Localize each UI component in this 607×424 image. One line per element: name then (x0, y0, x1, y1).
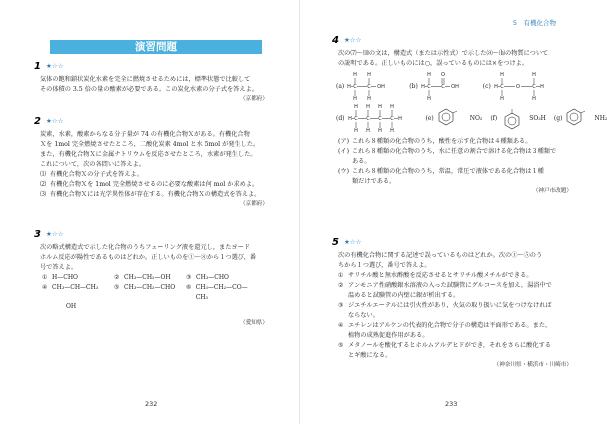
difficulty-stars: ★☆☆ (344, 238, 362, 246)
svg-text:H: H (531, 72, 536, 78)
option-2: ② CH₃—CH₂—OH (114, 274, 171, 281)
structure-b: (b) H O H C C OH H (409, 71, 475, 101)
structure-a: (a) H H H C C OH H H (336, 71, 401, 101)
svg-text:H: H (531, 96, 536, 102)
difficulty-stars: ★☆☆ (46, 117, 64, 125)
svg-text:C: C (500, 84, 504, 90)
structure-d: (d) H H H H H C C C C H H H H H (336, 103, 418, 133)
svg-text:O: O (515, 84, 520, 90)
svg-text:C: C (427, 84, 431, 90)
svg-text:H: H (367, 72, 372, 78)
choice: ① サリチル酸と無水酢酸を反応させるとサリチル酸メチルができる。 (338, 272, 533, 279)
question-number: 5 (332, 236, 339, 248)
sub-question: ⑵ 有機化合物Ｘを 1mol 完全燃焼させるのに必要な酸素は何 mol か求めよ。 (40, 181, 259, 188)
question-text: の説明である。正しいものには○，誤っているものには×をつけよ。 (338, 60, 529, 67)
svg-text:H: H (389, 104, 394, 110)
svg-text:C: C (353, 116, 358, 122)
question-2 (34, 115, 268, 209)
svg-text:H: H (365, 104, 370, 110)
question-number: 1 (34, 60, 41, 72)
svg-text:H: H (353, 104, 358, 110)
question-number: 3 (34, 228, 41, 240)
svg-text:C: C (377, 116, 382, 122)
structure-e: (e) NO₂ (426, 103, 483, 133)
difficulty-stars: ★☆☆ (46, 230, 64, 238)
statement: (ウ) これら８種類の化合物のうち，常温，常圧で液体である化合物は１種 (338, 168, 544, 175)
choice: 温めると試験管の内壁に銀が析出する。 (348, 292, 460, 299)
question-number: 2 (34, 115, 41, 127)
question-text: 号で答えよ。 (40, 264, 78, 271)
choice: ⑤ メタノールを酸化するとホルムアルデヒドができ，それをさらに酸化する (338, 342, 551, 349)
statement: 類だけである。 (352, 178, 396, 185)
source-label: （神奈川県・横浜市・川崎市） (493, 362, 572, 368)
svg-text:H: H (347, 116, 352, 122)
option-1: ① H—CHO (42, 274, 78, 281)
svg-text:H: H (426, 96, 431, 102)
benzene-ring-icon (437, 105, 467, 131)
ethanol-structure-icon (347, 71, 401, 101)
svg-text:C: C (389, 116, 394, 122)
structure-c: (c) H H H C O C H H H (483, 71, 556, 101)
statement: ある。 (352, 158, 371, 165)
svg-text:H: H (389, 128, 394, 134)
difficulty-stars: ★☆☆ (46, 62, 64, 70)
choice: ④ エチレンはアルケンの代表的化合物で分子の構造は平面形である。また， (338, 322, 552, 329)
question-text: 次の有機化合物に関する記述で誤っているものはどれか。次の①〜⑤のう (338, 252, 543, 259)
question-text: 気体の飽和鎖状炭化水素を完全に燃焼させるためには，標準状態で比較して (40, 76, 251, 83)
question-text: 次の⑺〜⑽の文は，構造式（または示性式）で示した⒜〜⒣の物質について (338, 50, 549, 57)
benzene-ring-icon (565, 105, 591, 131)
source-label: （愛知県） (240, 320, 268, 326)
option-6: ⑥ CH₃—CH₂—CO—CH₃ (186, 284, 248, 301)
svg-text:O: O (440, 72, 445, 78)
question-text: また，有機化合物Ｘに金属ナトリウムを反応させたところ，水素が発生した。 (40, 151, 257, 158)
svg-text:C: C (365, 116, 370, 122)
statement: (イ) これら８種類の化合物のうち，水に任意の割合で溶ける化合物は３種類で (338, 148, 557, 155)
svg-text:H: H (377, 104, 382, 110)
svg-text:OH: OH (450, 84, 459, 90)
structure-f: (f) SO₃H (490, 103, 546, 133)
svg-text:H: H (377, 128, 382, 134)
structures-row-1 (336, 71, 572, 101)
svg-text:H: H (347, 84, 352, 90)
choice: 植物の成熟促進作用がある。 (348, 332, 429, 339)
svg-text:H: H (426, 72, 431, 78)
source-label: （神戸市改題） (532, 188, 572, 194)
svg-text:H: H (367, 96, 372, 102)
left-page (0, 0, 300, 424)
svg-text:H: H (493, 84, 498, 90)
question-text: ちから１つ選び，番号で答えよ。 (338, 262, 431, 269)
difficulty-stars: ★☆☆ (344, 36, 362, 44)
choice: ② アンモニア性硝酸銀水溶液の入った試験管にグルコースを加え，湯浴中で (338, 282, 552, 289)
question-4 (332, 34, 607, 196)
question-1 (34, 60, 268, 104)
svg-text:H: H (499, 96, 504, 102)
source-label: （京都府） (240, 96, 268, 102)
svg-text:OH: OH (377, 84, 386, 90)
sub-question: ⑴ 有機化合物Ｘの分子式を答えよ。 (40, 171, 143, 178)
sub-question: ⑶ 有機化合物Ｘには光学異性体が存在する。有機化合物Ｘの構造式を答えよ。 (40, 191, 261, 198)
choice: とギ酸になる。 (348, 352, 392, 359)
dimethyl-ether-structure-icon (494, 71, 556, 101)
svg-text:H: H (353, 72, 358, 78)
svg-text:C: C (353, 84, 358, 90)
page-number: 232 (145, 400, 158, 408)
svg-text:C: C (367, 84, 372, 90)
question-text: 次の略式構造式で示した化合物のうちフェーリング液を還元し，またヨード (40, 244, 250, 251)
svg-text:C: C (532, 84, 536, 90)
svg-text:H: H (365, 128, 370, 134)
svg-text:H: H (499, 72, 504, 78)
svg-text:H: H (353, 128, 358, 134)
benzene-ring-icon (500, 105, 526, 131)
chapter-label: 5 有機化合物 (512, 19, 556, 27)
question-number: 4 (332, 34, 339, 46)
option-4: ④ CH₃—CH—CH₃ (42, 284, 99, 291)
svg-text:C: C (441, 84, 445, 90)
source-label: （京都府） (240, 201, 268, 207)
svg-text:H: H (420, 84, 425, 90)
right-page (300, 0, 607, 424)
option-3: ③ CH₃—CHO (186, 274, 229, 281)
practice-title: 演習問題 (50, 40, 262, 54)
svg-text:H: H (353, 96, 358, 102)
question-text: 炭素，水素，酸素からなる分子量が 74 の有機化合物Ｘがある。有機化合物 (40, 131, 250, 138)
question-text: その体積の 3.5 倍の量の酸素が必要である。この炭化水素の分子式を答えよ。 (40, 86, 258, 93)
option-5: ⑤ CH₃—CH₂—CHO (114, 284, 176, 291)
acetic-acid-structure-icon (421, 71, 475, 101)
question-text: これについて，次の各問いに答えよ。 (40, 161, 145, 168)
structures-row-2 (336, 103, 607, 134)
statement: (ア) これら８種類の化合物のうち，酸性を示す化合物は４種類ある。 (338, 138, 532, 145)
structure-g: (g) NH₂ (554, 103, 607, 133)
butene-structure-icon (348, 103, 418, 133)
svg-text:H: H (539, 84, 544, 90)
choice: ③ ジエチルエーテルには引火性があり，火気の取り扱いに気をつけなければ (338, 302, 552, 309)
page-number: 233 (445, 400, 458, 408)
question-text: Ｘを 1mol 完全燃焼させたところ，二酸化炭素 4mol と水 5mol が発生した。 (40, 141, 260, 148)
hydroxyl-branch: OH (66, 303, 77, 310)
question-3 (34, 228, 268, 328)
answer-options (42, 273, 268, 303)
question-text: ホルム反応が陽性であるものはどれか。正しいものを①～⑧から１つ選び，番 (40, 254, 257, 261)
svg-text:H: H (397, 116, 402, 122)
question-5 (332, 236, 572, 370)
choice: ならない。 (348, 312, 379, 319)
